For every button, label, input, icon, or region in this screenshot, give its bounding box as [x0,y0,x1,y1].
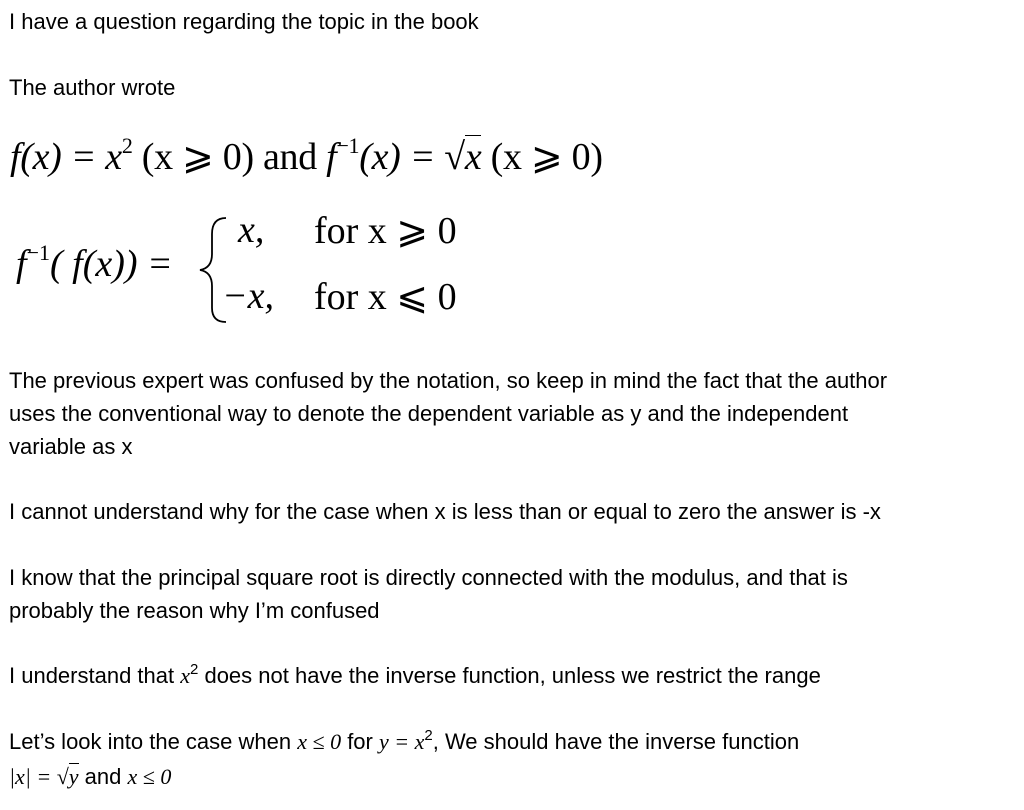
restrict-range-line: I understand that $x^2$ does not have the inverse function, unless we restrict the range [9,661,821,688]
modulus-paragraph: I know that the principal square root is directly connected with the modulus, and that is probably the reason why I’m confused [9,565,848,623]
formula-left-exponent: 2 [121,133,133,158]
case1-value: x, [238,209,265,251]
formula-sqrt-symbol: √ [444,136,465,178]
notation-paragraph: The previous expert was confused by the notation, so keep in mind the fact that the author uses the conventional way to denote the dependent variable as y and the independent variable as x [9,368,888,459]
inverse-function-line: |x| = √y and x ≤ 0 [9,764,172,789]
case1-condition: for x ⩾ 0 [314,210,457,252]
formula-left: f(x) = x [10,136,122,178]
piecewise-lhs-f: f [16,243,27,285]
formula-sqrt-argument: x [464,136,482,178]
piecewise-lhs-rest: ( f(x)) = [49,243,173,285]
case2-condition: for x ⩽ 0 [314,276,457,318]
intro-line: I have a question regarding the topic in the book [9,9,479,34]
formula-right-condition: (x ⩾ 0) [481,136,603,178]
author-wrote-line: The author wrote [9,75,176,100]
formula-inverse-f: f [326,136,337,178]
case-line: Let’s look into the case when x ≤ 0 for $y = x^2$, We should have the inverse function [9,727,800,754]
confusion-line: I cannot understand why for the case when x is less than or equal to zero the answer is -x [9,499,881,524]
inverse-definition-formula [10,132,603,182]
formula-inverse-rest: (x) = [359,136,445,178]
formula-inverse-exponent: −1 [336,133,360,158]
case2-value: −x, [222,275,275,317]
piecewise-lhs-exponent: −1 [26,240,50,265]
formula-left-condition: (x ⩾ 0) and [132,136,327,178]
piecewise-formula [16,210,496,330]
